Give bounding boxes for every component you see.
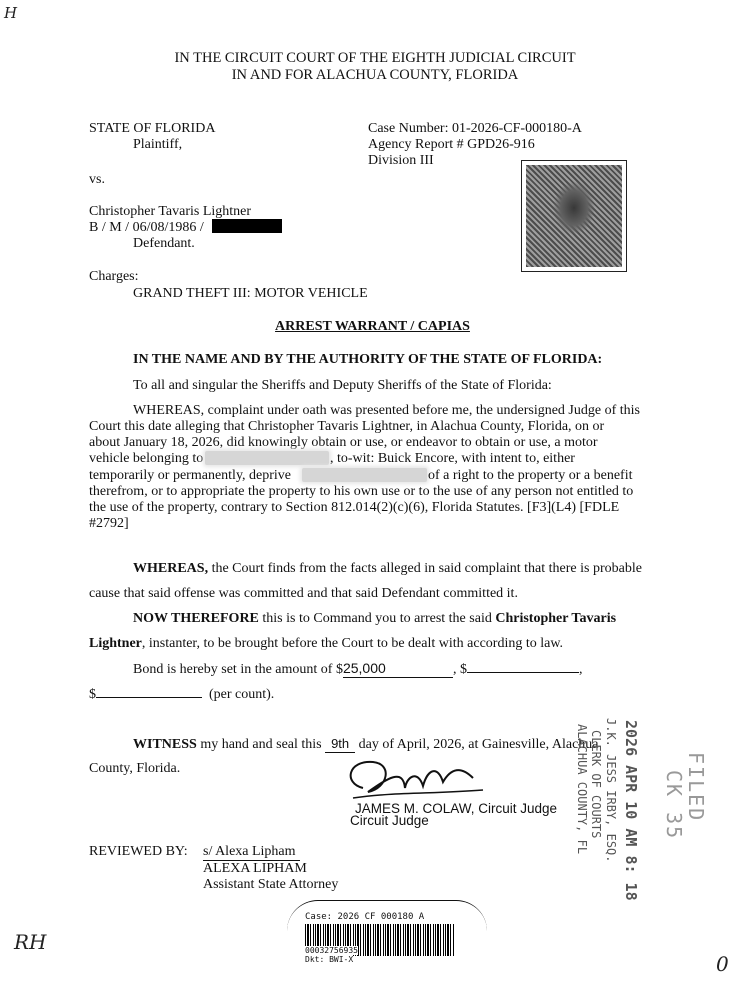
reviewed-signature: s/ Alexa Lipham	[203, 843, 300, 861]
reviewer-name: ALEXA LIPHAM	[203, 861, 307, 876]
clerk-stamp-name	[604, 718, 618, 863]
clerk-stamp	[622, 720, 640, 901]
defendant-photo	[521, 160, 627, 272]
whereas1-line4b: , to-wit: Buick Encore, with intent to, either	[330, 451, 575, 466]
bond-dollar: $	[89, 687, 96, 702]
bond-amount: 25,000	[343, 660, 453, 678]
now-therefore-text2: , instanter, to be brought before the Court to be dealt with according to law.	[141, 636, 564, 651]
whereas1-line2: Court this date alleging that Christopher Tavaris Lightner, in Alachua County, Florida, on or	[89, 419, 605, 434]
stamp-line2: J.K. JESS IRBY, ESQ.	[604, 718, 618, 863]
whereas1-line4a: vehicle belonging to	[89, 451, 204, 466]
clerk-stamp-county	[575, 724, 589, 854]
now-therefore-name: Christopher Tavaris	[495, 611, 617, 626]
bond-sep: , $	[452, 662, 467, 677]
bond-line2	[89, 685, 274, 703]
defendant-description: B / M / 06/08/1986 /	[89, 220, 204, 235]
ck-text: CK 35	[662, 770, 686, 841]
witness-day: 9th	[325, 735, 355, 753]
clerk-stamp-office	[589, 730, 603, 838]
agency-report: Agency Report # GPD26-916	[368, 137, 535, 152]
redaction-bar	[212, 219, 282, 233]
corner-initials-bottom: RH	[14, 930, 47, 954]
court-header-line2: IN AND FOR ALACHUA COUNTY, FLORIDA	[231, 67, 519, 83]
whereas2-line1	[133, 560, 642, 577]
filed-text: FILED	[684, 752, 708, 823]
to-all-text: To all and singular the Sheriffs and Deputy Sheriffs of the State of Florida:	[133, 378, 552, 393]
defendant-role: Defendant.	[133, 236, 195, 251]
bond-text: Bond is hereby set in the amount of $	[133, 662, 343, 677]
now-therefore-line1	[133, 610, 616, 627]
whereas2-text: the Court finds from the facts alleged in said complaint that there is probable	[208, 561, 642, 576]
whereas1-line5b: of a right to the property or a benefit	[428, 468, 633, 483]
ck-stamp	[662, 770, 686, 840]
charges-label: Charges:	[89, 269, 139, 284]
whereas2-lead: WHEREAS,	[133, 561, 209, 576]
stamp-line4: ALACHUA COUNTY, FL	[575, 724, 589, 855]
vs-label: vs.	[89, 172, 105, 187]
whereas1-line1: WHEREAS, complaint under oath was presented before me, the undersigned Judge of this	[133, 403, 640, 418]
whereas1-line5a: temporarily or permanently, deprive	[89, 468, 292, 483]
barcode-docket: Dkt: BWI-X	[305, 955, 354, 964]
now-therefore-name2: Lightner	[89, 636, 142, 651]
now-therefore-line2	[89, 635, 563, 652]
whereas1-line7: the use of the property, contrary to Section 812.014(2)(c)(6), Florida Statutes. [F3](L4) [FDLE	[89, 500, 620, 515]
judge-title: Circuit Judge	[350, 813, 429, 828]
whereas1-line3: about January 18, 2026, did knowingly obtain or use, or endeavor to obtain or use, a motor	[89, 435, 598, 450]
reviewed-label: REVIEWED BY:	[89, 844, 188, 859]
defendant-name: Christopher Tavaris Lightner	[89, 204, 252, 219]
judge-name: JAMES M. COLAW, Circuit Judge	[355, 801, 558, 816]
barcode-label	[287, 900, 491, 970]
page-mark-bottom-right: 0	[716, 952, 729, 976]
corner-initial-top: H	[4, 4, 18, 22]
redaction-blur	[302, 468, 427, 482]
witness-lead: WITNESS	[133, 737, 197, 752]
bond-blank	[467, 660, 579, 673]
plaintiff-name: STATE OF FLORIDA	[89, 121, 216, 136]
division: Division III	[368, 153, 434, 168]
whereas1-line6: therefrom, or to appropriate the property to his own use or to the use of any person not entitled to	[89, 484, 634, 499]
witness-line2: County, Florida.	[89, 761, 181, 776]
witness-text: my hand and seal this	[196, 737, 326, 752]
plaintiff-role: Plaintiff,	[133, 137, 183, 152]
warrant-title: ARREST WARRANT / CAPIAS	[275, 319, 470, 334]
whereas2-line2: cause that said offense was committed and that said Defendant committed it.	[89, 586, 518, 601]
redaction-blur	[205, 451, 329, 465]
barcode-case: Case: 2026 CF 000180 A	[305, 912, 425, 922]
witness-text2: day of April, 2026, at Gainesville, Alachua	[355, 737, 599, 752]
charge-text: GRAND THEFT III: MOTOR VEHICLE	[133, 286, 368, 301]
bond-blank2	[96, 685, 202, 698]
now-therefore-text: this is to Command you to arrest the said	[258, 611, 496, 626]
per-count: (per count).	[209, 687, 275, 702]
bond-line: Bond is hereby set in the amount of $25,000 , $ ,	[133, 660, 583, 677]
filed-stamp	[684, 752, 708, 822]
court-header-line1: IN THE CIRCUIT COURT OF THE EIGHTH JUDICIAL CIRCUIT	[174, 50, 576, 66]
reviewer-title: Assistant State Attorney	[203, 877, 339, 892]
whereas1-line8: #2792]	[89, 516, 129, 531]
stamp-line3: CLERK OF COURTS	[589, 730, 603, 839]
authority-heading: IN THE NAME AND BY THE AUTHORITY OF THE STATE OF FLORIDA:	[133, 352, 603, 367]
barcode-number: 00032756935	[305, 946, 358, 955]
case-number: Case Number: 01-2026-CF-000180-A	[368, 121, 582, 136]
stamp-date: 2026 APR 10 AM 8: 18	[622, 720, 640, 901]
now-therefore-lead: NOW THEREFORE	[133, 611, 259, 626]
